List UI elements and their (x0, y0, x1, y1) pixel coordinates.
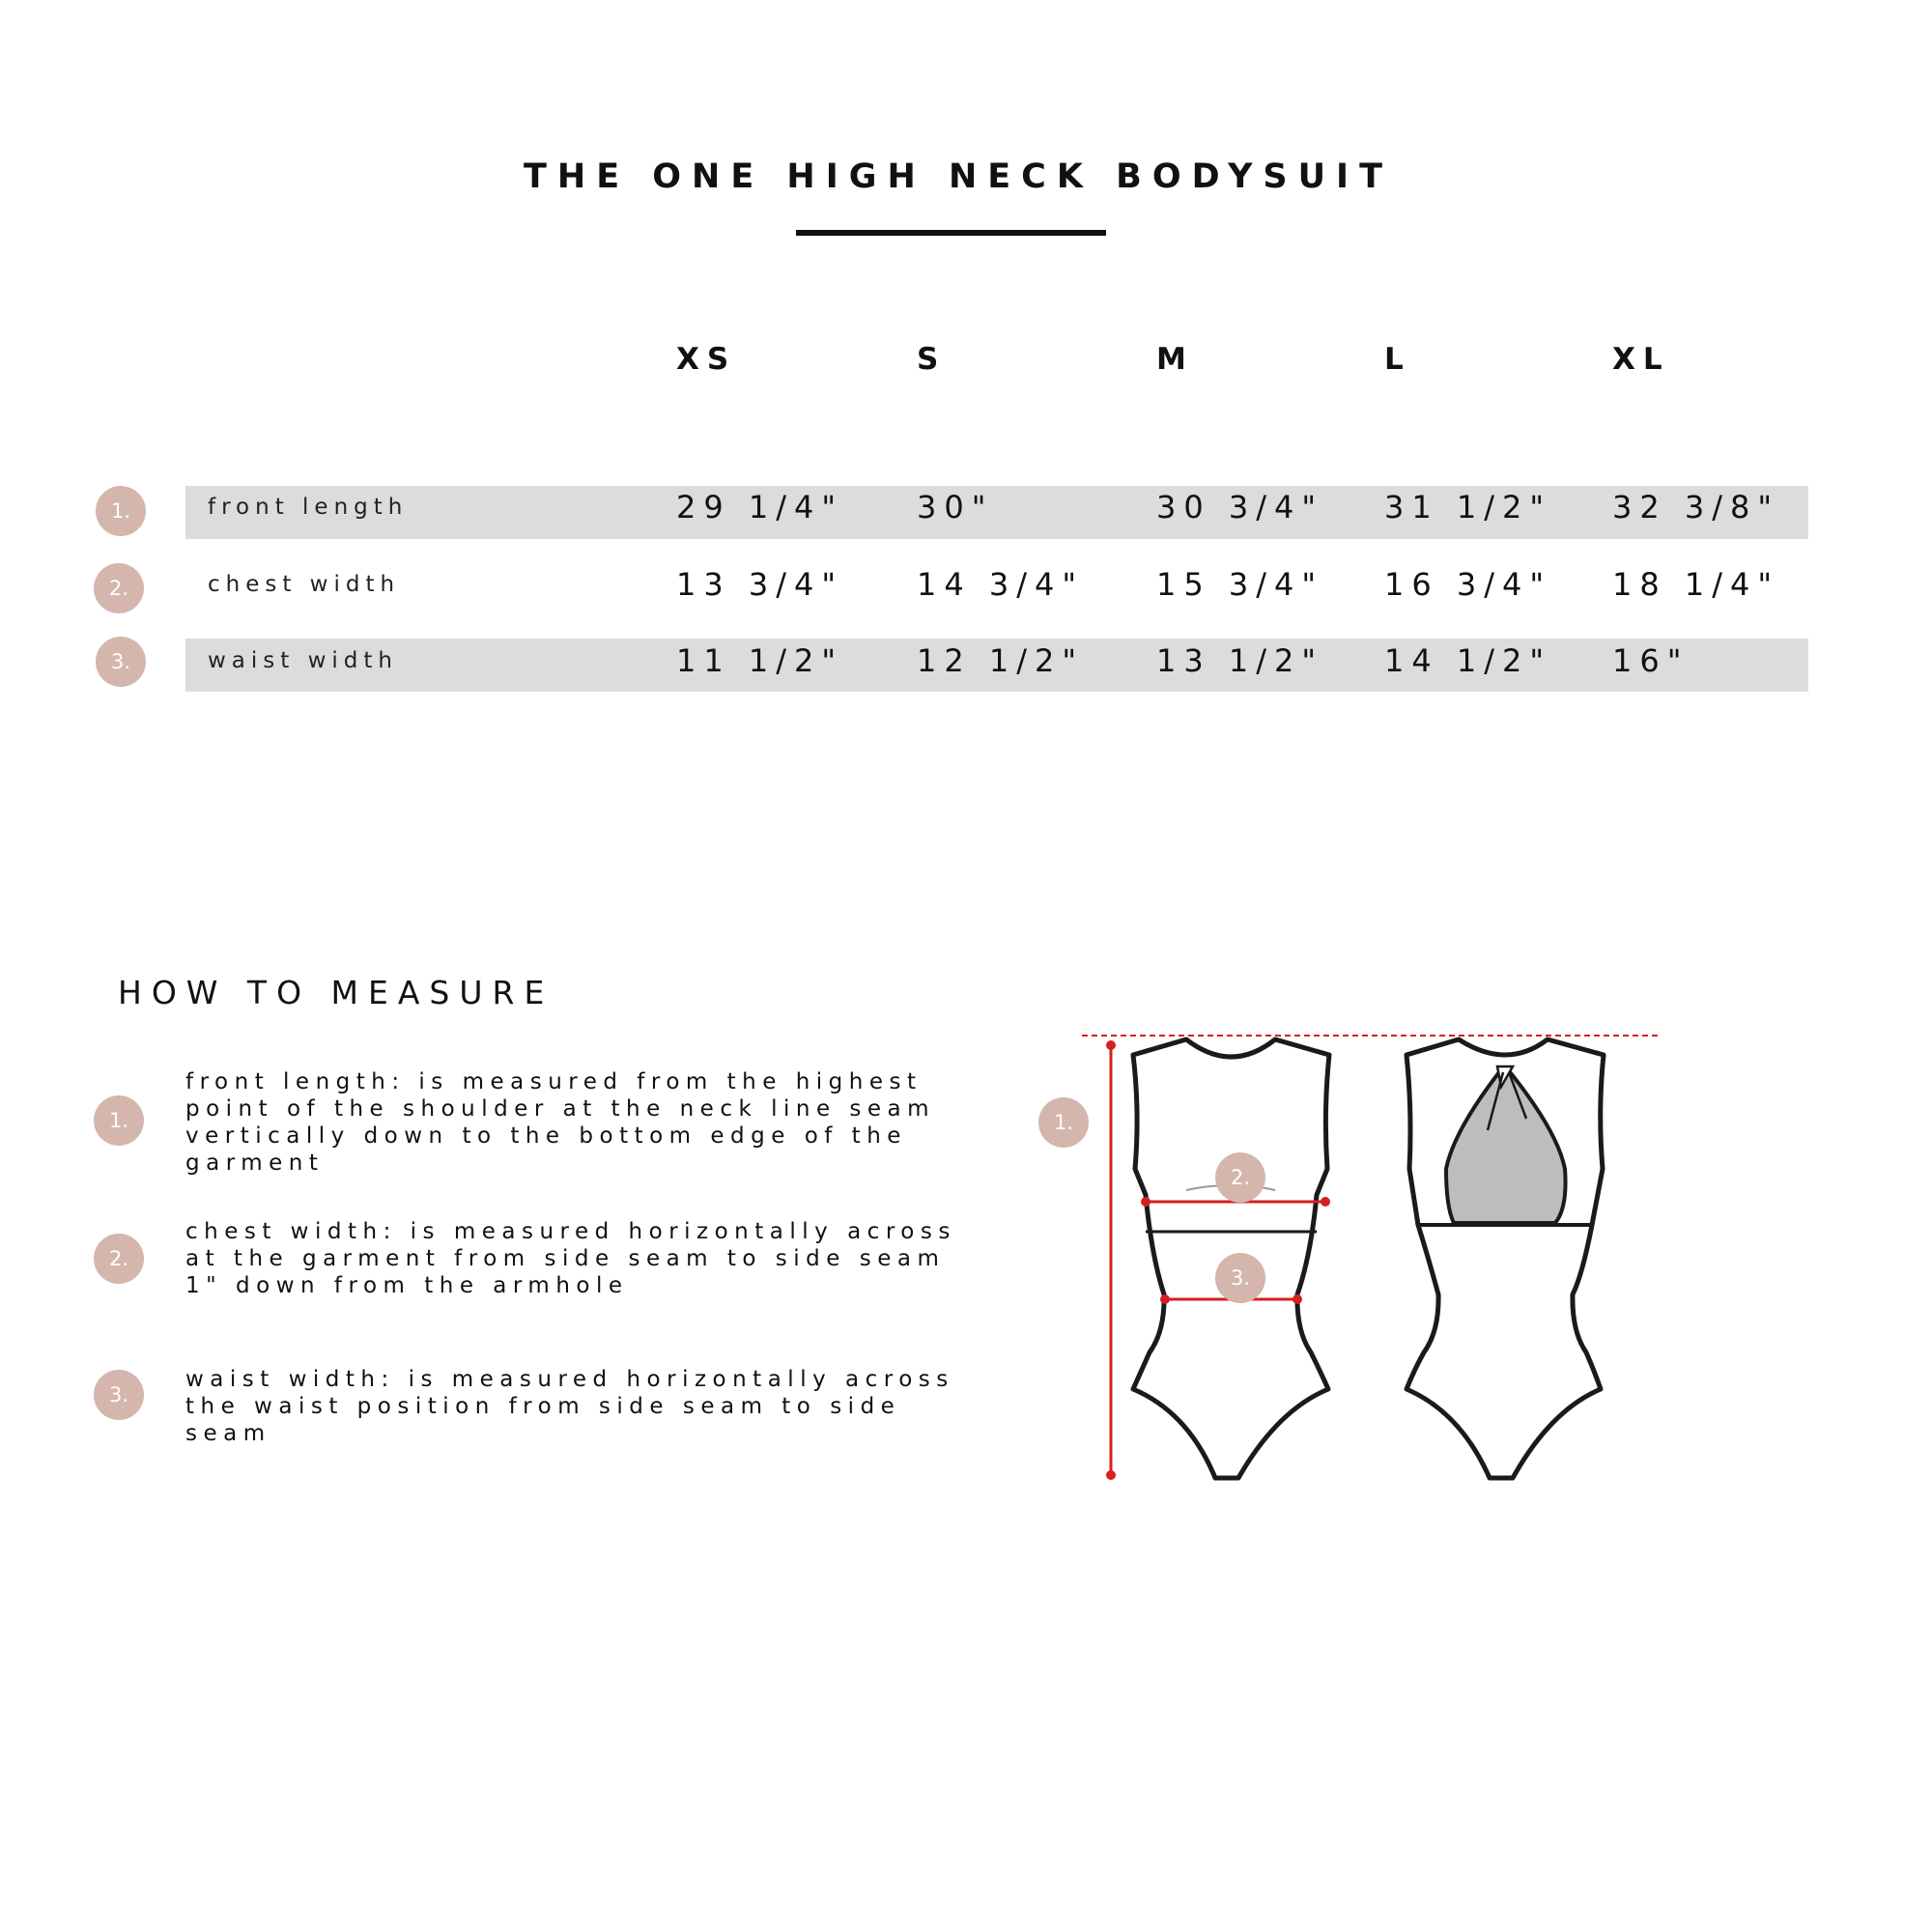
row-number-badge: 2. (94, 563, 144, 613)
row-label-waist-width: waist width (208, 648, 399, 673)
title-underline (796, 230, 1106, 236)
table-cell: 16" (1612, 642, 1690, 679)
instruction-number-badge: 3. (94, 1370, 144, 1420)
table-cell: 18 1/4" (1612, 566, 1780, 603)
instruction-chest-width: chest width: is measured horizontally across at the garment from side seam to side seam 1" down from the armhole (185, 1219, 956, 1298)
table-cell: 12 1/2" (917, 642, 1085, 679)
instruction-waist-width: waist width: is measured horizontally across the waist position from side seam to side seam (185, 1367, 954, 1446)
row-number-badge: 1. (96, 486, 146, 536)
instruction-number-badge: 1. (94, 1095, 144, 1146)
table-cell: 31 1/2" (1384, 489, 1552, 526)
diagram-badge: 2. (1215, 1152, 1265, 1203)
size-header-l: L (1384, 342, 1411, 377)
table-cell: 13 3/4" (676, 566, 844, 603)
table-row-band (185, 486, 1808, 539)
table-cell: 16 3/4" (1384, 566, 1552, 603)
size-header-m: M (1156, 342, 1194, 377)
table-cell: 15 3/4" (1156, 566, 1324, 603)
waist-width-endpoint (1293, 1294, 1302, 1304)
row-label-front-length: front length (208, 495, 409, 520)
table-cell: 13 1/2" (1156, 642, 1324, 679)
row-number-badge: 3. (96, 637, 146, 687)
size-header-s: S (917, 342, 947, 377)
instruction-number-badge: 2. (94, 1234, 144, 1284)
size-header-xl: XL (1612, 342, 1670, 377)
front-length-endpoint (1106, 1040, 1116, 1050)
front-length-endpoint (1106, 1470, 1116, 1480)
chest-width-endpoint (1141, 1197, 1151, 1207)
instruction-front-length: front length: is measured from the highest point of the shoulder at the neck line seam vertically down to the bottom edge of the garment (185, 1069, 936, 1176)
table-cell: 30" (917, 489, 994, 526)
row-label-chest-width: chest width (208, 572, 401, 597)
bodysuit-measurement-diagram (1014, 1014, 1690, 1507)
table-cell: 30 3/4" (1156, 489, 1324, 526)
table-cell: 11 1/2" (676, 642, 844, 679)
table-cell: 14 1/2" (1384, 642, 1552, 679)
table-cell: 29 1/4" (676, 489, 844, 526)
diagram-badge: 3. (1215, 1253, 1265, 1303)
size-header-xs: XS (676, 342, 737, 377)
waist-width-endpoint (1160, 1294, 1170, 1304)
table-cell: 14 3/4" (917, 566, 1085, 603)
diagram-badge: 1. (1038, 1097, 1089, 1148)
page-title: THE ONE HIGH NECK BODYSUIT (524, 157, 1393, 196)
table-cell: 32 3/8" (1612, 489, 1780, 526)
section-title-how-to-measure: HOW TO MEASURE (118, 974, 554, 1011)
chest-width-endpoint (1321, 1197, 1330, 1207)
